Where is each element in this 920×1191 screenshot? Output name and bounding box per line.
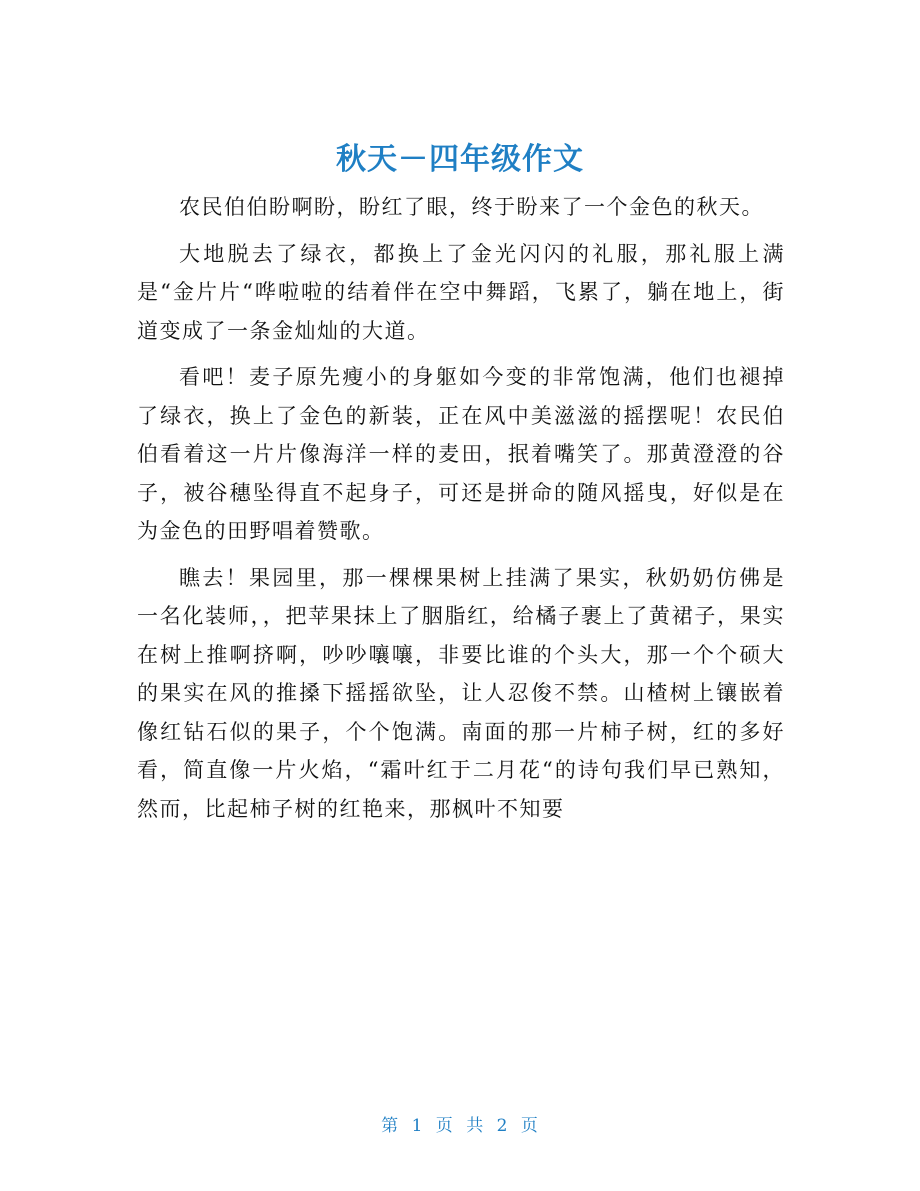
footer-current-page: 1 — [411, 1116, 424, 1136]
document-body — [137, 188, 785, 836]
paragraph: 农民伯伯盼啊盼，盼红了眼，终于盼来了一个金色的秋天。 — [179, 195, 764, 219]
paragraph: 大地脱去了绿衣，都换上了金光闪闪的礼服，那礼服上满是“金片片“哗啦啦的结着伴在空中舞蹈，飞累了，躺在地上，街道变成了一条金灿灿的大道。 — [137, 241, 785, 343]
footer-total-label: 共 — [466, 1116, 485, 1136]
document-title: 秋天－四年级作文 — [336, 142, 584, 178]
footer-page-label: 第 — [381, 1116, 400, 1136]
footer-total-unit: 页 — [520, 1116, 539, 1136]
footer-page-unit: 页 — [435, 1116, 454, 1136]
paragraph: 看吧！麦子原先瘦小的身躯如今变的非常饱满，他们也褪掉了绿衣，换上了金色的新装，正在风中美滋滋的摇摆呢！农民伯伯看着这一片片像海洋一样的麦田，抿着嘴笑了。那黄澄澄的谷子，被谷穗坠得直不起身子，可还是拼命的随风摇曳，好似是在为金色的田野唱着赞歌。 — [137, 365, 785, 543]
paragraph: 瞧去！果园里，那一棵棵果树上挂满了果实，秋奶奶仿佛是一名化装师，，把苹果抹上了胭脂红，给橘子裹上了黄裙子，果实在树上推啊挤啊，吵吵嚷嚷，非要比谁的个头大，那一个个硕大的果实在风的推搡下摇摇欲坠，让人忍俊不禁。山楂树上镶嵌着像红钻石似的果子，个个饱满。南面的那一片柿子树，红的多好看，简直像一片火焰，“霜叶红于二月花“的诗句我们早已熟知，然而，比起柿子树的红艳来，那枫叶不知要 — [137, 565, 785, 821]
footer-total-pages: 2 — [496, 1116, 509, 1136]
page-footer — [0, 1114, 920, 1138]
